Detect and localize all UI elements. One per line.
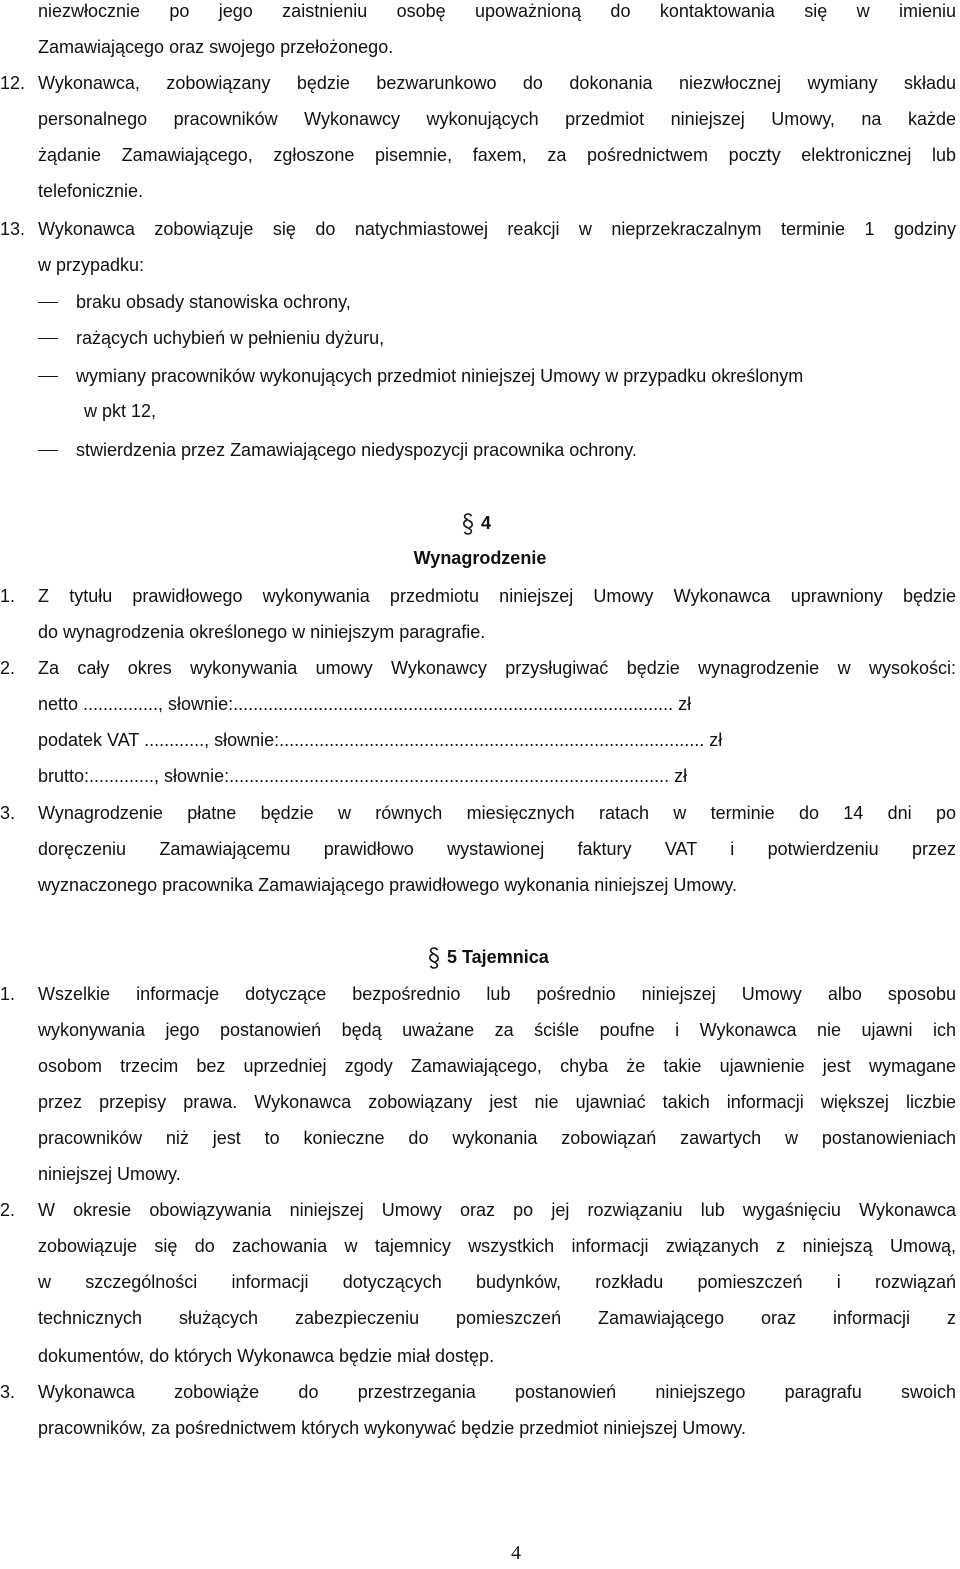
- item-13-number: 13.: [0, 219, 26, 239]
- item-12-line-3: żądanie Zamawiającego, zgłoszone pisemnie, faxem, za pośrednictwem poczty elektronicznej lub: [38, 145, 956, 165]
- s4-p3-line-3: wyznaczonego pracownika Zamawiającego prawidłowego wykonania niniejszej Umowy.: [38, 875, 738, 895]
- s4-p1-number: 1.: [0, 586, 16, 606]
- s4-p1-line-1: Z tytułu prawidłowego wykonywania przedmiotu niniejszej Umowy Wykonawca uprawniony będzie: [38, 586, 956, 606]
- item-13-line-2: w przypadku:: [38, 255, 145, 275]
- bullet-dash: [38, 450, 58, 451]
- section-5-title: 5 Tajemnica: [447, 947, 549, 967]
- s5-p1-line-5: pracowników niż jest to konieczne do wykonania zobowiązań zawartych w postanowieniach: [38, 1128, 956, 1148]
- item-12-line-2: personalnego pracowników Wykonawcy wykonujących przedmiot niniejszej Umowy, na każde: [38, 109, 956, 129]
- s5-p1-line-3: osobom trzecim bez uprzedniej zgody Zamawiającego, chyba że takie ujawnienie jest wymagane: [38, 1056, 956, 1076]
- s4-p3-line-1: Wynagrodzenie płatne będzie w równych miesięcznych ratach w terminie do 14 dni po: [38, 803, 956, 823]
- s5-p1-line-1: Wszelkie informacje dotyczące bezpośrednio lub pośrednio niniejszej Umowy albo sposobu: [38, 984, 956, 1004]
- s5-p2-line-5: dokumentów, do których Wykonawca będzie miał dostęp.: [38, 1346, 495, 1366]
- s5-p2-number: 2.: [0, 1200, 16, 1220]
- s5-p1-line-6: niniejszej Umowy.: [38, 1164, 181, 1184]
- section-4-title: Wynagrodzenie: [413, 548, 547, 568]
- prev-line-1: niezwłocznie po jego zaistnieniu osobę upoważnioną do kontaktowania się w imieniu: [38, 1, 956, 21]
- section-sign-icon: [462, 513, 474, 535]
- s4-p3-line-2: doręczeniu Zamawiającemu prawidłowo wystawionej faktury VAT i potwierdzeniu przez: [38, 839, 956, 859]
- s4-p2-line-1: Za cały okres wykonywania umowy Wykonawcy przysługiwać będzie wynagrodzenie w wysokości:: [38, 658, 956, 678]
- bullet-dash: [38, 302, 58, 303]
- bullet-dash: [38, 376, 58, 377]
- s4-p2-vat-line: podatek VAT ............, słownie:..................................................................................... zł: [38, 730, 723, 750]
- page-number: 4: [511, 1542, 521, 1564]
- item-13-bullet-3: wymiany pracowników wykonujących przedmiot niniejszej Umowy w przypadku określonym: [76, 366, 804, 386]
- s4-p2-number: 2.: [0, 658, 16, 678]
- item-13-bullet-3-cont: w pkt 12,: [84, 401, 157, 421]
- item-12-number: 12.: [0, 73, 26, 93]
- bullet-dash: [38, 338, 58, 339]
- item-13-bullet-4: stwierdzenia przez Zamawiającego niedyspozycji pracownika ochrony.: [76, 440, 637, 460]
- item-13-bullet-2: rażących uchybień w pełnieniu dyżuru,: [76, 328, 385, 348]
- item-13-bullet-1: braku obsady stanowiska ochrony,: [76, 292, 351, 312]
- s5-p2-line-3: w szczególności informacji dotyczących budynków, rozkładu pomieszczeń i rozwiązań: [38, 1272, 956, 1292]
- s5-p2-line-1: W okresie obowiązywania niniejszej Umowy oraz po jej rozwiązaniu lub wygaśnięciu Wykonawca: [38, 1200, 956, 1220]
- s4-p3-number: 3.: [0, 803, 16, 823]
- s5-p1-number: 1.: [0, 984, 16, 1004]
- s4-p2-brutto-line: brutto:............., słownie:........................................................................................ zł: [38, 766, 688, 786]
- section-4-number: 4: [481, 513, 492, 533]
- item-12-line-1: Wykonawca, zobowiązany będzie bezwarunkowo do dokonania niezwłocznej wymiany składu: [38, 73, 956, 93]
- section-sign-icon: [428, 947, 440, 969]
- s5-p2-line-4: technicznych służących zabezpieczeniu pomieszczeń Zamawiającego oraz informacji z: [38, 1308, 956, 1328]
- item-12-line-4: telefonicznie.: [38, 181, 144, 201]
- item-13-line-1: Wykonawca zobowiązuje się do natychmiastowej reakcji w nieprzekraczalnym terminie 1 godziny: [38, 219, 956, 239]
- s4-p1-line-2: do wynagrodzenia określonego w niniejszym paragrafie.: [38, 622, 486, 642]
- s5-p3-number: 3.: [0, 1382, 16, 1402]
- s5-p3-line-1: Wykonawca zobowiąże do przestrzegania postanowień niniejszego paragrafu swoich: [38, 1382, 956, 1402]
- s5-p1-line-4: przez przepisy prawa. Wykonawca zobowiązany jest nie ujawniać takich informacji większej liczbie: [38, 1092, 956, 1112]
- s4-p2-netto-line: netto ..............., słownie:........................................................................................ zł: [38, 694, 692, 714]
- s5-p2-line-2: zobowiązuje się do zachowania w tajemnicy wszystkich informacji związanych z niniejszą Umową,: [38, 1236, 956, 1256]
- s5-p3-line-2: pracowników, za pośrednictwem których wykonywać będzie przedmiot niniejszej Umowy.: [38, 1418, 746, 1438]
- prev-line-2: Zamawiającego oraz swojego przełożonego.: [38, 37, 394, 57]
- s5-p1-line-2: wykonywania jego postanowień będą uważane za ściśle poufne i Wykonawca nie ujawni ich: [38, 1020, 956, 1040]
